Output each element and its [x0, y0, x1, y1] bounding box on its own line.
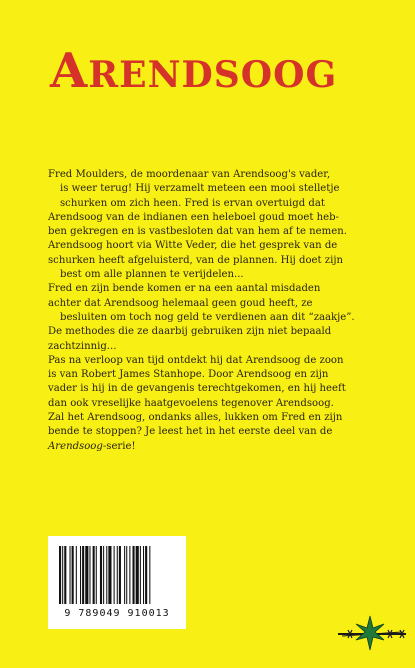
barbed-wire-star-icon: [336, 612, 408, 652]
barcode-bar: [143, 546, 144, 604]
blurb-line: Fred Moulders, de moordenaar van Arendsoog's vader,: [48, 169, 331, 180]
blurb-line: dan ook vreselijke haatgevoelens tegenover Arendsoog.: [48, 397, 334, 409]
barcode-bar: [114, 546, 115, 604]
barcode-bar: [133, 546, 135, 604]
barcode-bar: [140, 546, 141, 604]
blurb-line: ben gekregen en is vastbesloten dat van hem af te nemen.: [48, 226, 347, 238]
barcode-bar: [96, 546, 97, 604]
title-rest: ENDSOOG: [119, 54, 338, 96]
barcode-bar: [145, 546, 147, 604]
barcode-bar: [149, 546, 150, 604]
barcode-bar: [62, 546, 63, 604]
barcode-bar: [106, 546, 107, 604]
blurb-line: vader is hij in de gevangenis terechtgekomen, en hij heeft: [48, 383, 346, 395]
blurb-line: besluiten om toch nog geld te verdienen aan dit “zaakje”.: [60, 311, 355, 323]
barcode-bar: [119, 546, 121, 604]
barcode-bar: [93, 546, 95, 604]
book-title: [50, 40, 338, 102]
barcode-bars: [57, 546, 177, 606]
title-first-letter: A: [50, 43, 89, 99]
barcode-bar: [136, 546, 139, 604]
blurb-line: is weer terug! Hij verzamelt meteen een mooi stelletje: [60, 183, 340, 195]
barcode-bar: [124, 546, 125, 604]
blurb-line: De methodes die ze daarbij gebruiken zijn niet bepaald: [48, 326, 332, 338]
barcode-bar: [70, 546, 71, 604]
barcode-bar: [76, 546, 77, 604]
blurb-line: Pas na verloop van tijd ontdekt hij dat Arendsoog de zoon: [48, 354, 344, 366]
barcode-bar: [117, 546, 118, 604]
blurb-line: schurken heeft afgeluisterd, van de plannen. Hij doet zijn: [48, 254, 343, 266]
series-name: Arendsoog: [48, 440, 103, 452]
barcode-bar: [59, 546, 61, 604]
barcode-bar: [82, 546, 84, 604]
title-r-letter: R: [88, 54, 120, 96]
barcode-bar: [64, 546, 66, 604]
blurb-last-line: [48, 440, 368, 454]
barcode-bar: [89, 546, 90, 604]
barcode-bar: [108, 546, 111, 604]
barcode-bar: [100, 546, 102, 604]
barcode-bar: [129, 546, 130, 604]
isbn-number: 9 789049 910013: [64, 608, 170, 619]
barcode-bar: [85, 546, 88, 604]
blurb-line: achter dat Arendsoog helemaal geen goud heeft, ze: [48, 297, 313, 309]
series-suffix: -serie!: [102, 440, 136, 452]
blurb-line: zachtzinnig...: [48, 340, 117, 352]
barcode-bar: [103, 546, 104, 604]
barcode-bar: [72, 546, 74, 604]
barcode-bar: [126, 546, 127, 604]
isbn-barcode: [48, 536, 186, 629]
barcode-bar: [80, 546, 81, 604]
blurb-line: Fred en zijn bende komen er na een aantal misdaden: [48, 283, 321, 295]
blurb-line: bende te stoppen? Je leest het in het eerste deel van de: [48, 426, 333, 438]
blurb-line: Zal het Arendsoog, ondanks alles, lukken om Fred en zijn: [48, 412, 343, 424]
blurb-text: [48, 168, 368, 454]
blurb-line: is van Robert James Stanhope. Door Arendsoog en zijn: [48, 369, 329, 381]
blurb-line: schurken om zich heen. Fred is ervan overtuigd dat: [60, 197, 325, 209]
blurb-line: Arendsoog hoort via Witte Veder, die het gesprek van de: [48, 240, 338, 252]
blurb-line: Arendsoog van de indianen een heleboel goud moet heb-: [48, 211, 339, 223]
blurb-line: best om alle plannen te verijdelen...: [60, 269, 244, 281]
